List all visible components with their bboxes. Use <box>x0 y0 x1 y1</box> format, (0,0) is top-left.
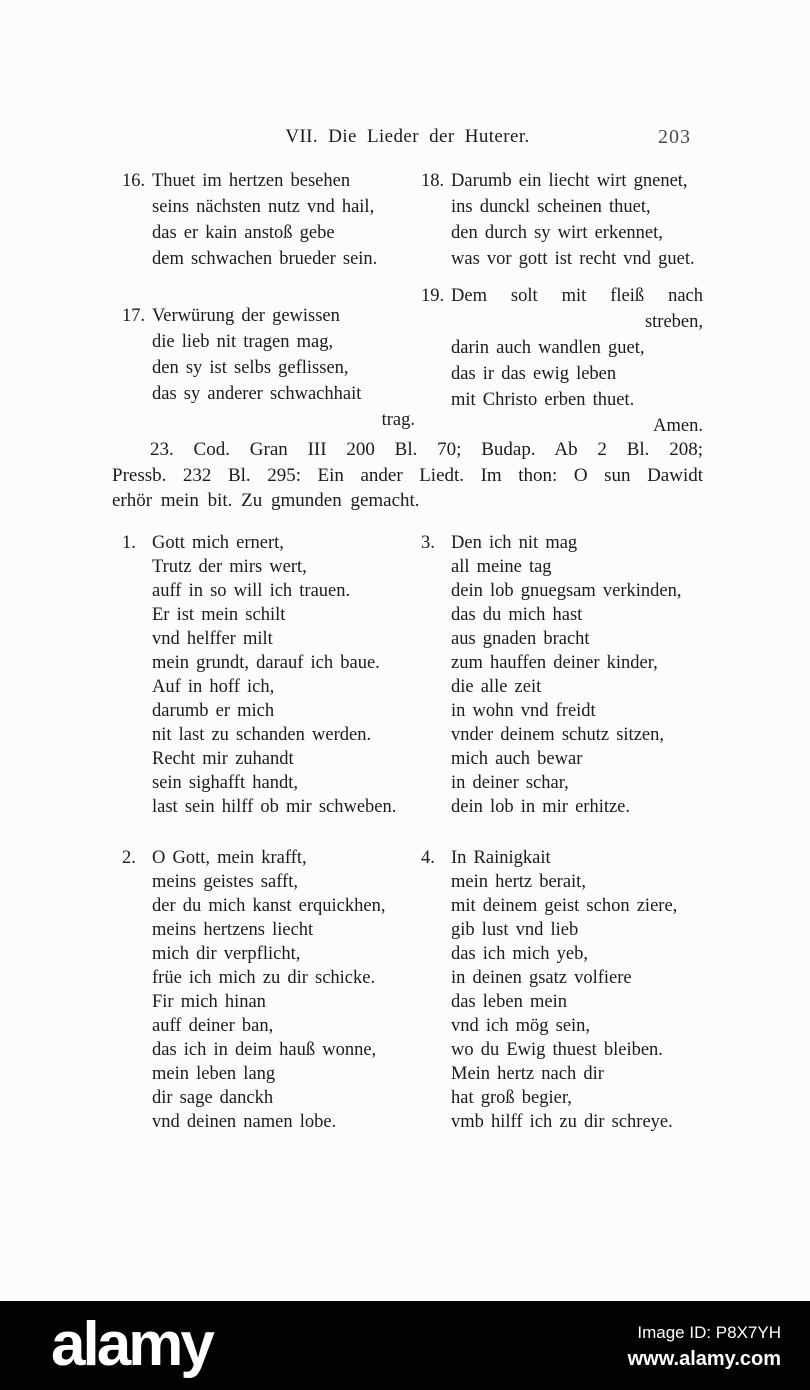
verse-lines <box>152 531 415 819</box>
verse-lines <box>152 846 415 1134</box>
verse-line: Recht mir zuhandt <box>152 749 294 769</box>
verse-line: Dem solt mit fleiß nach <box>451 286 703 306</box>
verse-lines <box>152 303 415 433</box>
stanza-number: 1. <box>122 533 136 553</box>
verse-lines <box>152 168 415 272</box>
verse-line: vnd deinen namen lobe. <box>152 1112 337 1132</box>
verse-line: streben, <box>644 312 703 332</box>
verse-line: mein hertz berait, <box>451 872 586 892</box>
stanza-3 <box>421 531 703 819</box>
stanza-column-right <box>421 531 703 1134</box>
stanza-number: 16. <box>122 171 146 191</box>
verse-line: darin auch wandlen guet, <box>451 338 645 358</box>
verse-lines <box>451 168 703 272</box>
verse-line: der du mich kanst erquickhen, <box>152 896 386 916</box>
stanza-18 <box>421 168 703 272</box>
verse-line: das ir das ewig leben <box>451 364 617 384</box>
verse-line: auff deiner ban, <box>152 1016 274 1036</box>
verse-line: vnd helffer milt <box>152 629 273 649</box>
stanza-column-right <box>421 168 703 439</box>
verse-line: das ich in deim hauß wonne, <box>152 1040 377 1060</box>
watermark-info <box>628 1323 781 1371</box>
verse-line: mein grundt, darauf ich baue. <box>152 653 380 673</box>
verse-line: dein lob gnuegsam verkinden, <box>451 581 682 601</box>
verse-line: mit deinem geist schon ziere, <box>451 896 678 916</box>
verse-line: sein sighafft handt, <box>152 773 298 793</box>
verse-line: meins geistes safft, <box>152 872 298 892</box>
verse-line: In Rainigkait <box>451 848 551 868</box>
verse-line: auff in so will ich trauen. <box>152 581 351 601</box>
stanza-17 <box>122 303 415 433</box>
verse-line: in deiner schar, <box>451 773 569 793</box>
verse-line: dem schwachen brueder sein. <box>152 249 378 269</box>
verse-line: das ich mich yeb, <box>451 944 588 964</box>
image-id-label: Image ID: P8X7YH <box>637 1323 781 1342</box>
stanza-2 <box>122 846 415 1134</box>
verse-line: mich dir verpflicht, <box>152 944 301 964</box>
stanza-1 <box>122 531 415 819</box>
verse-line: vnder deinem schutz sitzen, <box>451 725 664 745</box>
verse-line: vnd ich mög sein, <box>451 1016 591 1036</box>
stanza-number: 18. <box>421 171 445 191</box>
verse-line: Mein hertz nach dir <box>451 1064 604 1084</box>
verse-line: gib lust vnd lieb <box>451 920 579 940</box>
stanza-4 <box>421 846 703 1134</box>
verse-line: das du mich hast <box>451 605 583 625</box>
verse-line: wo du Ewig thuest bleiben. <box>451 1040 663 1060</box>
verse-line: last sein hilff ob mir schweben. <box>152 797 397 817</box>
verse-line: 23. Cod. Gran III 200 Bl. 70; Budap. Ab 2 Bl. 208; <box>150 439 703 460</box>
verse-line: Amen. <box>653 416 703 436</box>
stanza-column-left <box>122 168 415 439</box>
watermark-bar <box>0 1301 810 1390</box>
verse-line: Pressb. 232 Bl. 295: Ein ander Liedt. Im thon: O sun Dawidt <box>112 464 703 486</box>
verse-line: mein leben lang <box>152 1064 276 1084</box>
verse-line: trag. <box>381 410 415 430</box>
verse-line: Er ist mein schilt <box>152 605 286 625</box>
verse-line: darumb er mich <box>152 701 275 721</box>
verse-line: die alle zeit <box>451 677 542 697</box>
verse-line: dein lob in mir erhitze. <box>451 797 631 817</box>
verse-line: den sy ist selbs geflissen, <box>152 358 349 378</box>
verse-line: was vor gott ist recht vnd guet. <box>451 249 695 269</box>
verse-line: in wohn vnd freidt <box>451 701 596 721</box>
stanza-section-main <box>112 531 703 1134</box>
note-lines <box>112 437 703 514</box>
stanza-section-top <box>112 168 703 439</box>
stanza-number: 2. <box>122 848 136 868</box>
stanza-number: 19. <box>421 286 445 306</box>
verse-line: aus gnaden bracht <box>451 629 590 649</box>
verse-line: Trutz der mirs wert, <box>152 557 307 577</box>
verse-line: vmb hilff ich zu dir schreye. <box>451 1112 673 1132</box>
verse-line: ins dunckl scheinen thuet, <box>451 197 651 217</box>
verse-line: die lieb nit tragen mag, <box>152 332 334 352</box>
alamy-logo: alamy <box>51 1310 212 1379</box>
stanza-16 <box>122 168 415 272</box>
verse-lines <box>451 846 703 1134</box>
verse-line: den durch sy wirt erkennet, <box>451 223 663 243</box>
verse-line: zum hauffen deiner kinder, <box>451 653 658 673</box>
stanza-number: 17. <box>122 306 146 326</box>
alamy-url: www.alamy.com <box>627 1348 781 1370</box>
verse-line: Den ich nit mag <box>451 533 578 553</box>
verse-line: O Gott, mein krafft, <box>152 848 307 868</box>
stanza-number: 4. <box>421 848 435 868</box>
stanza-19 <box>421 283 703 439</box>
verse-line: Thuet im hertzen besehen <box>152 171 351 191</box>
verse-line: erhör mein bit. Zu gmunden gemacht. <box>112 490 420 511</box>
verse-line: früe ich mich zu dir schicke. <box>152 968 376 988</box>
stanza-number: 3. <box>421 533 435 553</box>
chapter-title: VII. Die Lieder der Huterer. <box>285 126 530 147</box>
verse-line: Darumb ein liecht wirt gnenet, <box>451 171 688 191</box>
page-header <box>112 126 703 150</box>
verse-line: nit last zu schanden werden. <box>152 725 372 745</box>
verse-line: das er kain anstoß gebe <box>152 223 335 243</box>
verse-line: das sy anderer schwachhait <box>152 384 362 404</box>
stanza-column-left <box>122 531 415 1134</box>
song-source-note <box>112 437 703 514</box>
verse-line: Fir mich hinan <box>152 992 266 1012</box>
verse-lines <box>451 283 703 439</box>
verse-line: in deinen gsatz volfiere <box>451 968 632 988</box>
verse-line: meins hertzens liecht <box>152 920 314 940</box>
verse-lines <box>451 531 703 819</box>
verse-line: seins nächsten nutz vnd hail, <box>152 197 375 217</box>
verse-line: mit Christo erben thuet. <box>451 390 635 410</box>
verse-line: Verwürung der gewissen <box>152 306 340 326</box>
page-number: 203 <box>658 126 691 148</box>
verse-line: mich auch bewar <box>451 749 583 769</box>
verse-line: hat groß begier, <box>451 1088 572 1108</box>
verse-line: Gott mich ernert, <box>152 533 284 553</box>
verse-line: das leben mein <box>451 992 567 1012</box>
verse-line: all meine tag <box>451 557 552 577</box>
verse-line: dir sage danckh <box>152 1088 274 1108</box>
verse-line: Auf in hoff ich, <box>152 677 275 697</box>
